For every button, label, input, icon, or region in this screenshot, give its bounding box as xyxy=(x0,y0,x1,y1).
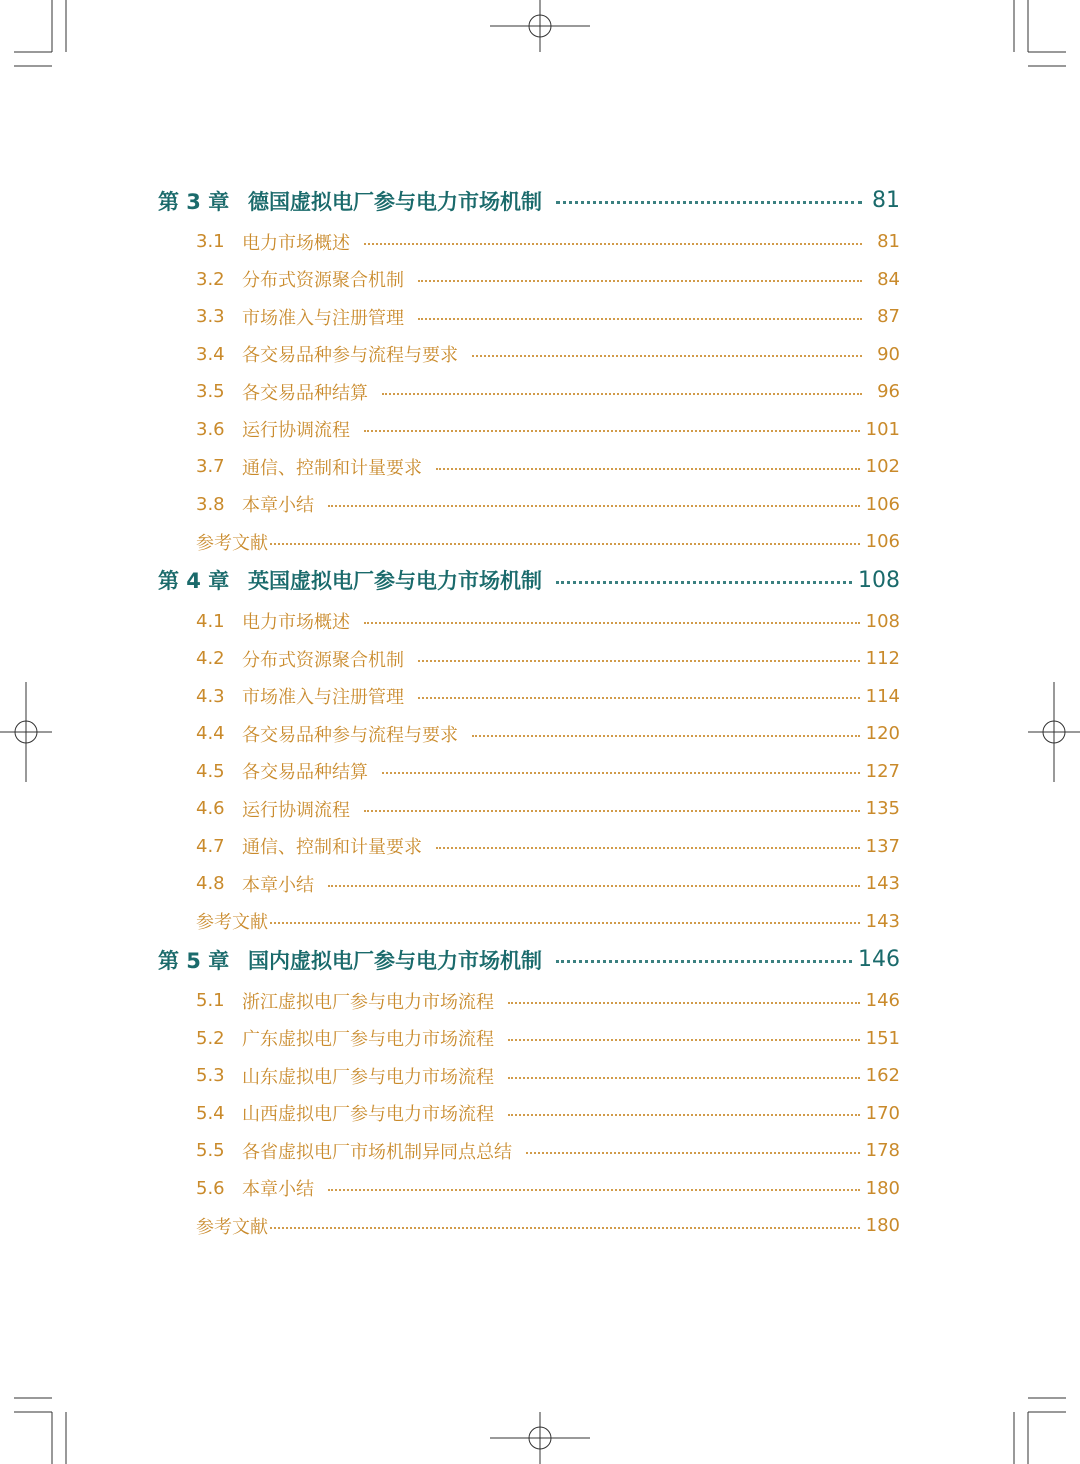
section-title: 各交易品种参与流程与要求 xyxy=(242,345,458,367)
toc-section-5-1[interactable] xyxy=(158,982,900,1020)
section-number: 3.8 xyxy=(196,493,225,515)
dot-leader xyxy=(328,505,860,507)
toc-section-4-2[interactable] xyxy=(158,640,900,678)
chapter-title: 德国虚拟电厂参与电力市场机制 xyxy=(248,189,542,214)
section-title: 分布式资源聚合机制 xyxy=(242,649,404,671)
toc-section-4-6[interactable] xyxy=(158,790,900,828)
section-number: 4.5 xyxy=(196,760,225,782)
toc-references-3[interactable] xyxy=(158,523,900,561)
section-page-number: 180 xyxy=(865,1177,900,1199)
references-page-number: 106 xyxy=(865,531,900,553)
section-title: 各交易品种结算 xyxy=(242,762,368,784)
toc-chapter-3[interactable] xyxy=(158,181,900,220)
dot-leader xyxy=(418,318,862,320)
section-title: 电力市场概述 xyxy=(242,612,350,634)
section-page-number: 102 xyxy=(865,456,900,478)
section-number: 4.7 xyxy=(196,835,225,857)
section-title: 通信、控制和计量要求 xyxy=(242,837,422,859)
toc-section-3-3[interactable] xyxy=(158,298,900,336)
section-page-number: 170 xyxy=(865,1102,900,1124)
section-number: 3.3 xyxy=(196,306,225,328)
section-page-number: 137 xyxy=(865,835,900,857)
section-title: 各交易品种结算 xyxy=(242,382,368,404)
toc-section-5-4[interactable] xyxy=(158,1095,900,1133)
dot-leader xyxy=(436,468,860,470)
dot-leader xyxy=(556,960,852,963)
section-title: 广东虚拟电厂参与电力市场流程 xyxy=(242,1029,494,1051)
dot-leader xyxy=(382,772,860,774)
section-number: 4.2 xyxy=(196,648,225,670)
dot-leader xyxy=(556,581,852,584)
dot-leader xyxy=(418,280,862,282)
section-title: 运行协调流程 xyxy=(242,420,350,442)
references-page-number: 180 xyxy=(865,1215,900,1237)
section-number: 5.6 xyxy=(196,1177,225,1199)
section-number: 4.1 xyxy=(196,610,225,632)
section-title: 本章小结 xyxy=(242,874,314,896)
dot-leader xyxy=(556,201,862,204)
dot-leader xyxy=(526,1152,860,1154)
section-page-number: 87 xyxy=(877,306,900,328)
dot-leader xyxy=(508,1002,860,1004)
toc-section-3-5[interactable] xyxy=(158,373,900,411)
dot-leader xyxy=(418,660,860,662)
dot-leader xyxy=(382,393,862,395)
toc-section-3-2[interactable] xyxy=(158,261,900,299)
section-number: 4.6 xyxy=(196,798,225,820)
dot-leader xyxy=(418,697,860,699)
section-page-number: 81 xyxy=(877,231,900,253)
section-title: 市场准入与注册管理 xyxy=(242,307,404,329)
section-number: 4.3 xyxy=(196,685,225,707)
section-page-number: 146 xyxy=(865,990,900,1012)
section-number: 3.6 xyxy=(196,418,225,440)
section-title: 各交易品种参与流程与要求 xyxy=(242,724,458,746)
toc-references-4[interactable] xyxy=(158,903,900,941)
section-title: 浙江虚拟电厂参与电力市场流程 xyxy=(242,991,494,1013)
toc-section-4-4[interactable] xyxy=(158,715,900,753)
dot-leader xyxy=(472,735,860,737)
section-title: 分布式资源聚合机制 xyxy=(242,270,404,292)
table-of-contents xyxy=(158,181,900,1245)
section-number: 3.7 xyxy=(196,456,225,478)
chapter-number: 第 5 章 xyxy=(158,948,230,973)
section-number: 3.4 xyxy=(196,343,225,365)
section-number: 5.3 xyxy=(196,1065,225,1087)
dot-leader xyxy=(328,1189,860,1191)
section-number: 5.4 xyxy=(196,1102,225,1124)
section-page-number: 135 xyxy=(865,798,900,820)
toc-section-4-3[interactable] xyxy=(158,678,900,716)
section-page-number: 151 xyxy=(865,1027,900,1049)
chapter-number: 第 4 章 xyxy=(158,569,230,593)
section-number: 3.2 xyxy=(196,268,225,290)
toc-section-3-7[interactable] xyxy=(158,448,900,486)
toc-section-4-8[interactable] xyxy=(158,865,900,903)
toc-section-3-1[interactable] xyxy=(158,223,900,261)
dot-leader xyxy=(364,810,860,812)
references-page-number: 143 xyxy=(865,910,900,932)
references-title: 参考文献 xyxy=(196,532,268,554)
section-title: 电力市场概述 xyxy=(242,232,350,254)
section-page-number: 127 xyxy=(865,760,900,782)
dot-leader xyxy=(270,543,860,545)
toc-section-4-7[interactable] xyxy=(158,828,900,866)
section-page-number: 108 xyxy=(865,610,900,632)
toc-section-3-8[interactable] xyxy=(158,486,900,524)
toc-section-4-1[interactable] xyxy=(158,603,900,641)
section-number: 3.1 xyxy=(196,231,225,253)
toc-section-3-6[interactable] xyxy=(158,411,900,449)
dot-leader xyxy=(436,847,860,849)
section-number: 5.1 xyxy=(196,990,225,1012)
dot-leader xyxy=(364,243,862,245)
section-title: 市场准入与注册管理 xyxy=(242,687,404,709)
references-title: 参考文献 xyxy=(196,1216,268,1238)
dot-leader xyxy=(364,430,860,432)
dot-leader xyxy=(270,1227,860,1229)
section-title: 山西虚拟电厂参与电力市场流程 xyxy=(242,1104,494,1126)
toc-references-5[interactable] xyxy=(158,1207,900,1245)
chapter-page-number: 146 xyxy=(858,947,900,972)
section-title: 各省虚拟电厂市场机制异同点总结 xyxy=(242,1141,512,1163)
section-title: 运行协调流程 xyxy=(242,799,350,821)
toc-section-5-5[interactable] xyxy=(158,1132,900,1170)
toc-section-5-6[interactable] xyxy=(158,1170,900,1208)
section-page-number: 106 xyxy=(865,493,900,515)
section-page-number: 84 xyxy=(877,268,900,290)
dot-leader xyxy=(270,922,860,924)
references-title: 参考文献 xyxy=(196,912,268,934)
section-page-number: 112 xyxy=(865,648,900,670)
section-page-number: 90 xyxy=(877,343,900,365)
dot-leader xyxy=(508,1039,860,1041)
section-page-number: 143 xyxy=(865,873,900,895)
section-page-number: 178 xyxy=(865,1140,900,1162)
section-title: 山东虚拟电厂参与电力市场流程 xyxy=(242,1066,494,1088)
section-number: 4.4 xyxy=(196,723,225,745)
dot-leader xyxy=(328,885,860,887)
toc-chapter-5[interactable] xyxy=(158,940,900,979)
section-title: 本章小结 xyxy=(242,495,314,517)
section-title: 本章小结 xyxy=(242,1179,314,1201)
section-page-number: 101 xyxy=(865,418,900,440)
section-number: 3.5 xyxy=(196,381,225,403)
section-number: 5.2 xyxy=(196,1027,225,1049)
section-title: 通信、控制和计量要求 xyxy=(242,457,422,479)
dot-leader xyxy=(508,1114,860,1116)
chapter-page-number: 81 xyxy=(872,188,900,213)
section-number: 5.5 xyxy=(196,1140,225,1162)
toc-chapter-4[interactable] xyxy=(158,561,900,600)
section-page-number: 162 xyxy=(865,1065,900,1087)
section-page-number: 120 xyxy=(865,723,900,745)
section-page-number: 114 xyxy=(865,685,900,707)
toc-section-3-4[interactable] xyxy=(158,336,900,374)
chapter-title: 国内虚拟电厂参与电力市场机制 xyxy=(248,948,542,973)
toc-section-5-2[interactable] xyxy=(158,1020,900,1058)
toc-section-5-3[interactable] xyxy=(158,1057,900,1095)
chapter-page-number: 108 xyxy=(858,567,900,593)
toc-section-4-5[interactable] xyxy=(158,753,900,791)
dot-leader xyxy=(472,355,862,357)
dot-leader xyxy=(364,622,860,624)
section-page-number: 96 xyxy=(877,381,900,403)
section-number: 4.8 xyxy=(196,873,225,895)
dot-leader xyxy=(508,1077,860,1079)
chapter-title: 英国虚拟电厂参与电力市场机制 xyxy=(248,569,542,593)
chapter-number: 第 3 章 xyxy=(158,189,230,214)
